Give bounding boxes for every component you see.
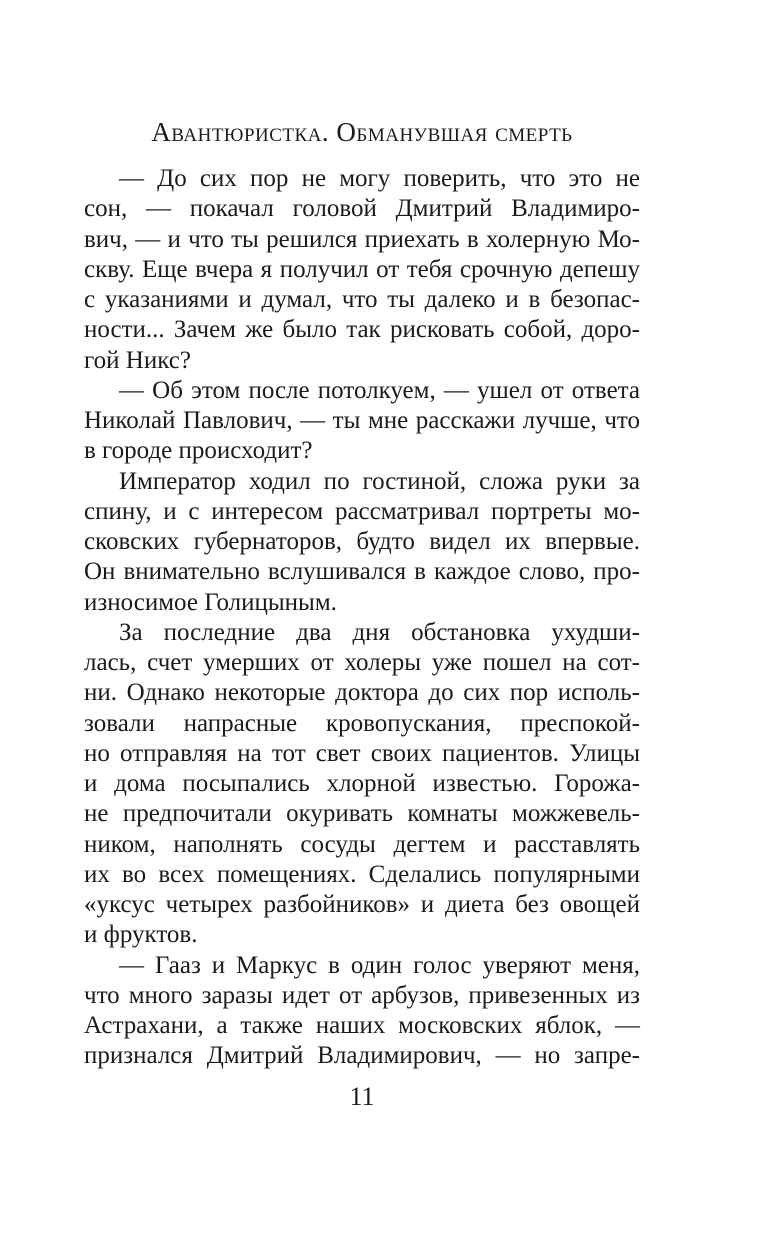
text-line: — Об этом после потолкуем, — ушел от ответа <box>119 376 640 404</box>
text-line: Император ходил по гостиной, сложа руки за <box>119 467 640 495</box>
paragraph <box>84 376 640 467</box>
text-line: За последние два дня обстановка ухудши- <box>119 618 640 646</box>
text-line: Он внимательно вслушивался в каждое слово, про- <box>84 558 640 586</box>
body-text <box>84 164 640 1072</box>
text-line: но отправляя на тот свет своих пациентов. Улицы <box>84 739 640 767</box>
paragraph <box>84 164 640 376</box>
text-line: и дома посыпались хлорной известью. Горожа- <box>84 770 640 797</box>
text-line: спину, и с интересом рассматривал портреты мо- <box>84 497 640 525</box>
text-line: признался Дмитрий Владимирович, — но запре- <box>84 1042 640 1070</box>
text-line: лась, счет умерших от холеры уже пошел на сот- <box>84 649 640 676</box>
text-line: ником, наполнять сосуды дегтем и расставлять <box>84 830 640 858</box>
text-line: скву. Еще вчера я получил от тебя срочную депешу <box>84 255 640 283</box>
text-line: — До сих пор не могу поверить, что это не <box>119 165 640 192</box>
paragraph <box>84 618 640 951</box>
text-line: и фруктов. <box>84 921 198 949</box>
text-line: «уксус четырех разбойников» и диета без овощей <box>84 891 640 918</box>
text-line: не предпочитали окуривать комнаты можжевель- <box>84 800 640 828</box>
text-line: ности... Зачем же было так рисковать собой, доро- <box>84 316 640 344</box>
paragraph <box>84 951 640 1072</box>
text-line: ни. Однако некоторые доктора до сих пор исполь- <box>84 679 640 707</box>
text-line: в городе происходит? <box>84 437 313 465</box>
text-line: вич, — и что ты решился приехать в холерную Мо- <box>84 225 640 253</box>
text-line: что много заразы идет от арбузов, привезенных из <box>84 981 640 1009</box>
page-number: 11 <box>349 1082 375 1111</box>
text-line: с указаниями и думал, что ты далеко и в безопас- <box>84 286 640 313</box>
text-line: износимое Голицыным. <box>84 588 337 616</box>
text-line: гой Никс? <box>84 346 191 374</box>
text-line: сковских губернаторов, будто видел их впервые. <box>84 528 640 555</box>
text-line: зовали напрасные кровопускания, преспокой- <box>84 709 640 737</box>
paragraph <box>84 467 640 618</box>
text-line: Николай Павлович, — ты мне расскажи лучше, что <box>84 407 640 434</box>
text-line: их во всех помещениях. Сделались популярными <box>84 860 640 888</box>
text-line: Астрахани, а также наших московских яблок, — <box>84 1012 640 1039</box>
text-line: сон, — покачал головой Дмитрий Владимиро- <box>84 195 640 223</box>
text-line: — Гааз и Маркус в один голос уверяют меня, <box>119 951 640 979</box>
running-header: Авантюристка. Обманувшая смерть <box>151 117 573 147</box>
